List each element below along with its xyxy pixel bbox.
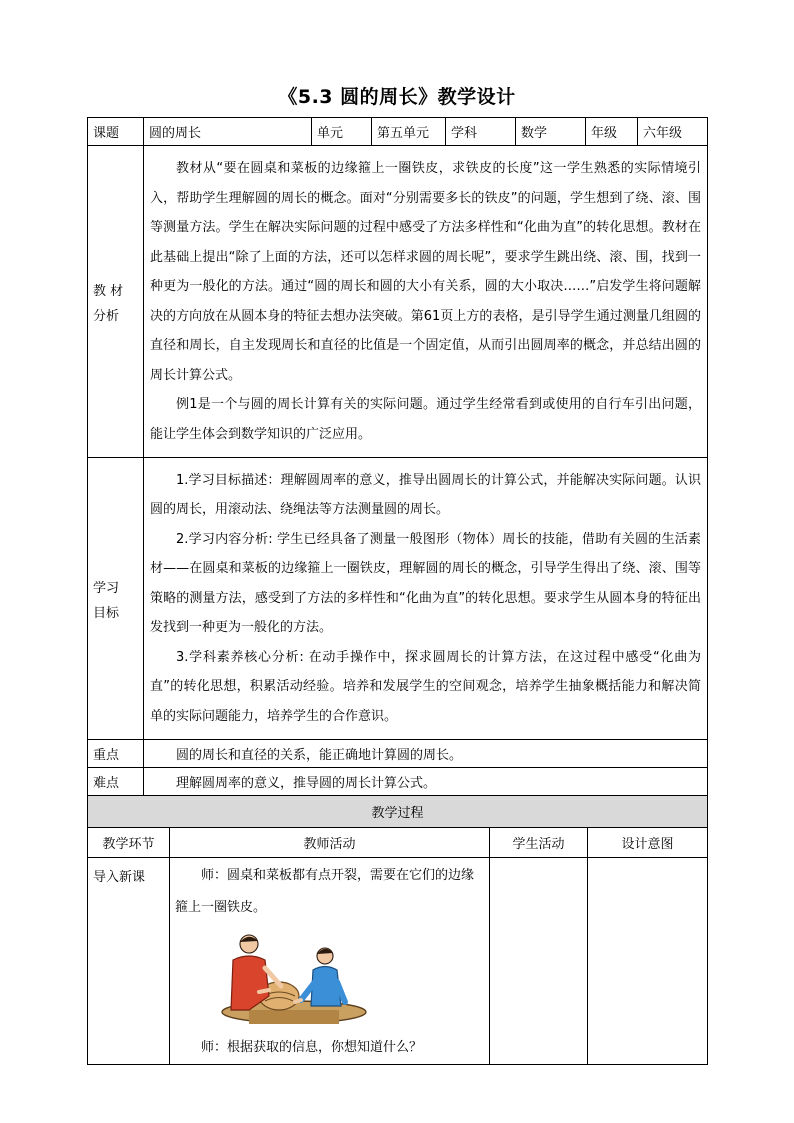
header-row <box>88 118 708 146</box>
subject-label: 学科 <box>446 118 516 146</box>
goal-paragraph: 1.学习目标描述：理解圆周率的意义，推导出圆周长的计算公式，并能解决实际问题。认识圆的周长，用滚动法、绕绳法等方法测量圆的周长。 <box>150 472 701 518</box>
material-paragraph: 例1是一个与圆的周长计算有关的实际问题。通过学生经常看到或使用的自行车引出问题，能让学生体会到数学知识的广泛应用。 <box>150 397 701 442</box>
material-paragraph: 教材从“要在圆桌和菜板的边缘箍上一圈铁皮，求铁皮的长度”这一学生熟悉的实际情境引入，帮助学生理解圆的周长的概念。面对“分别需要多长的铁皮”的问题，学生想到了绕、滚、围等测量方法。学生在解决实际问题的过程中感受了方法多样性和“化曲为直”的转化思想。教材在此基础上提出“除了上面的方法，还可以怎样求圆的周长呢”，要求学生跳出绕、滚、围，找到一种更为一般化的方法。通过“圆的周长和圆的大小有关系，圆的大小取决……”启发学生将问题解决的方向放在从圆本身的特征去想办法突破。第61页上方的表格，是引导学生通过测量几组圆的直径和周长，自主发现周长和直径的比值是一个固定值，从而引出圆周率的概念，并总结出圆的周长计算公式。 <box>150 161 701 383</box>
process-title-row <box>88 796 708 828</box>
material-label-line1: 教 材 <box>93 283 124 299</box>
lesson-plan-table <box>87 117 707 1065</box>
learning-goals-label <box>88 458 144 740</box>
column-stage: 教学环节 <box>88 828 170 858</box>
unit-label: 单元 <box>312 118 372 146</box>
key-point-value: 圆的周长和直径的关系，能正确地计算圆的周长。 <box>144 740 708 768</box>
stage-name: 导入新课 <box>88 858 170 1065</box>
teacher-line: 师：根据获取的信息，你想知道什么？ <box>201 1040 423 1055</box>
unit-value: 第五单元 <box>372 118 446 146</box>
student-activity-cell <box>490 858 588 1065</box>
goal-paragraph: 3.学科素养核心分析: 在动手操作中，探求圆周长的计算方法，在这过程中感受“化曲为直”的转化思想，积累活动经验。培养和发展学生的空间观念，培养学生抽象概括能力和解决简单的实际问题能力，培养学生的合作意识。 <box>150 649 701 724</box>
document-title: 《5.3 圆的周长》教学设计 <box>278 86 516 108</box>
goals-label-line1: 学习 <box>93 580 120 596</box>
difficulty-row <box>88 768 708 796</box>
goal-paragraph: 2.学习内容分析: 学生已经具备了测量一般图形（物体）周长的技能，借助有关圆的生活素材——在圆桌和菜板的边缘箍上一圈铁皮，理解圆的周长的概念，引导学生得出了绕、滚、围等策略的测量方法，感受到了方法的多样性和“化曲为直”的转化思想。要求学生从圆本身的特征出发找到一种更为一般化的方法。 <box>150 531 701 636</box>
stage-row <box>88 858 708 1065</box>
key-point-row <box>88 740 708 768</box>
goals-label-line2: 目标 <box>93 605 120 621</box>
teacher-line: 师：圆桌和菜板都有点开裂，需要在它们的边缘箍上一圈铁皮。 <box>175 868 475 915</box>
difficulty-value: 理解圆周率的意义，推导圆的周长计算公式。 <box>144 768 708 796</box>
column-student-activity: 学生活动 <box>490 828 588 858</box>
grade-value: 六年级 <box>638 118 708 146</box>
subject-value: 数学 <box>516 118 586 146</box>
material-analysis-row <box>88 146 708 458</box>
difficulty-label: 难点 <box>88 768 144 796</box>
topic-value: 圆的周长 <box>144 118 312 146</box>
key-point-label: 重点 <box>88 740 144 768</box>
learning-goals-content <box>144 458 708 740</box>
topic-label: 课题 <box>88 118 144 146</box>
process-title: 教学过程 <box>88 796 708 828</box>
design-intent-cell <box>588 858 708 1065</box>
info-table <box>87 117 708 796</box>
process-column-headers <box>88 828 708 858</box>
grade-label: 年级 <box>586 118 638 146</box>
material-analysis-content <box>144 146 708 458</box>
process-table <box>87 795 708 1065</box>
column-teacher-activity: 教师活动 <box>170 828 490 858</box>
teacher-activity-cell <box>170 858 490 1065</box>
learning-goals-row <box>88 458 708 740</box>
teacher-student-illustration <box>219 930 369 1026</box>
material-analysis-label <box>88 146 144 458</box>
column-design-intent: 设计意图 <box>588 828 708 858</box>
material-label-line2: 分析 <box>93 308 120 324</box>
